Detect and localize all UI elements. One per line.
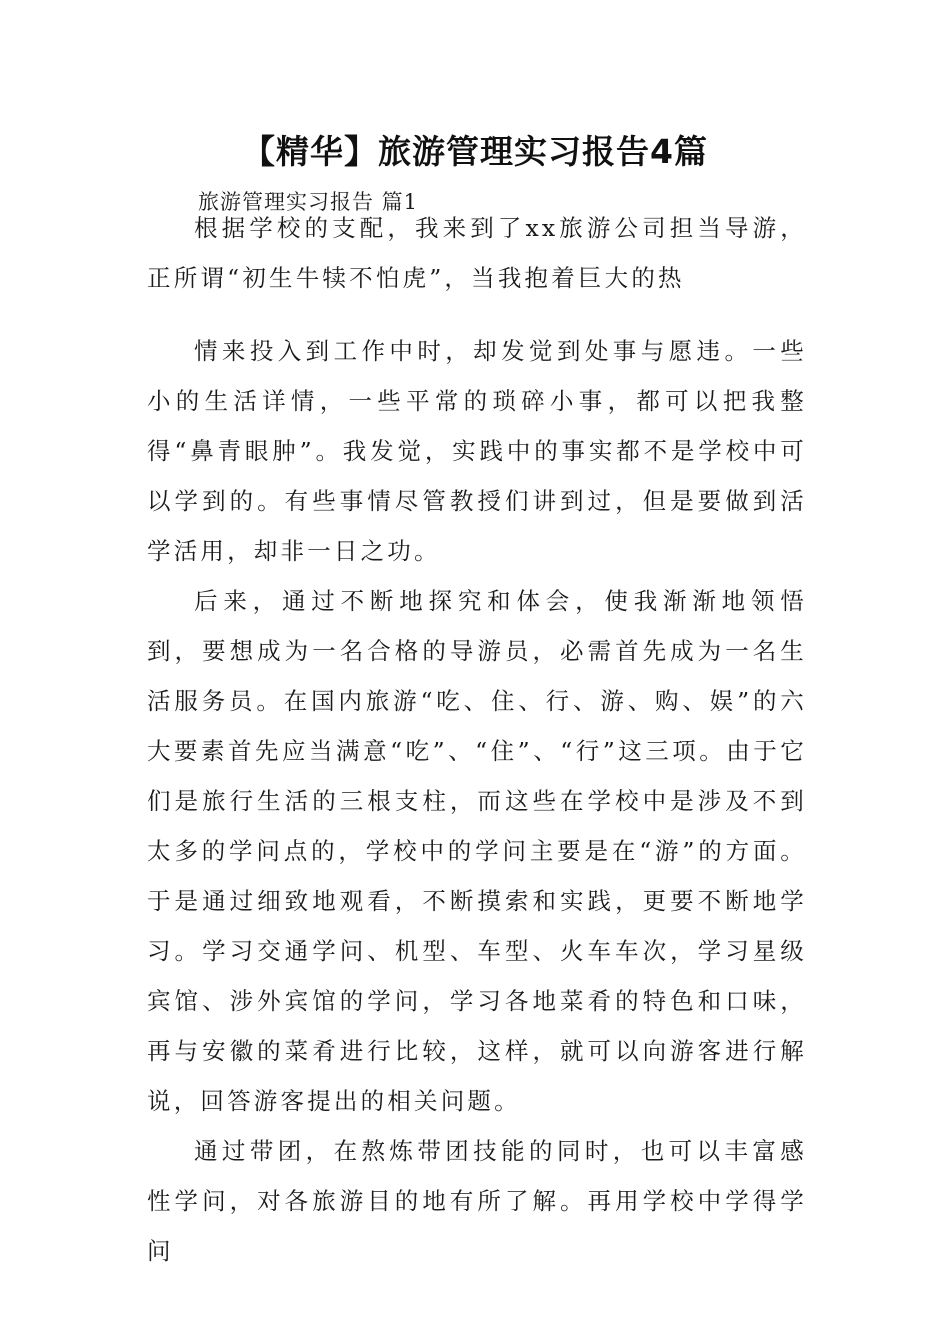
paragraph-3: 后来，通过不断地探究和体会，使我渐渐地领悟到，要想成为一名合格的导游员，必需首先成为一名生活服务员。在国内旅游“吃、住、行、游、购、娱”的六大要素首先应当满意“吃”、“住”、“行”这三项。由于它们是旅行生活的三根支柱，而这些在学校中是涉及不到太多的学问点的，学校中的学问主要是在“游”的方面。于是通过细致地观看，不断摸索和实践，更要不断地学习。学习交通学问、机型、车型、火车车次，学习星级宾馆、涉外宾馆的学问，学习各地菜肴的特色和口味，再与安徽的菜肴进行比较，这样，就可以向游客进行解说，回答游客提出的相关问题。 [147,587,807,1115]
section-heading: 旅游管理实习报告 篇1 [198,190,419,214]
paragraph-1: 根据学校的支配，我来到了xx旅游公司担当导游，正所谓“初生牛犊不怕虎”，当我抱着巨大的热 [147,214,807,292]
paragraph-4: 通过带团，在熬炼带团技能的同时，也可以丰富感性学问，对各旅游目的地有所了解。再用学校中学得学问 [147,1137,807,1265]
paragraph-2: 情来投入到工作中时，却发觉到处事与愿违。一些小的生活详情，一些平常的琐碎小事，都可以把我整得“鼻青眼肿”。我发觉，实践中的事实都不是学校中可以学到的。有些事情尽管教授们讲到过，但是要做到活学活用，却非一日之功。 [147,337,807,565]
document-title: 【精华】旅游管理实习报告4篇 [242,132,708,171]
